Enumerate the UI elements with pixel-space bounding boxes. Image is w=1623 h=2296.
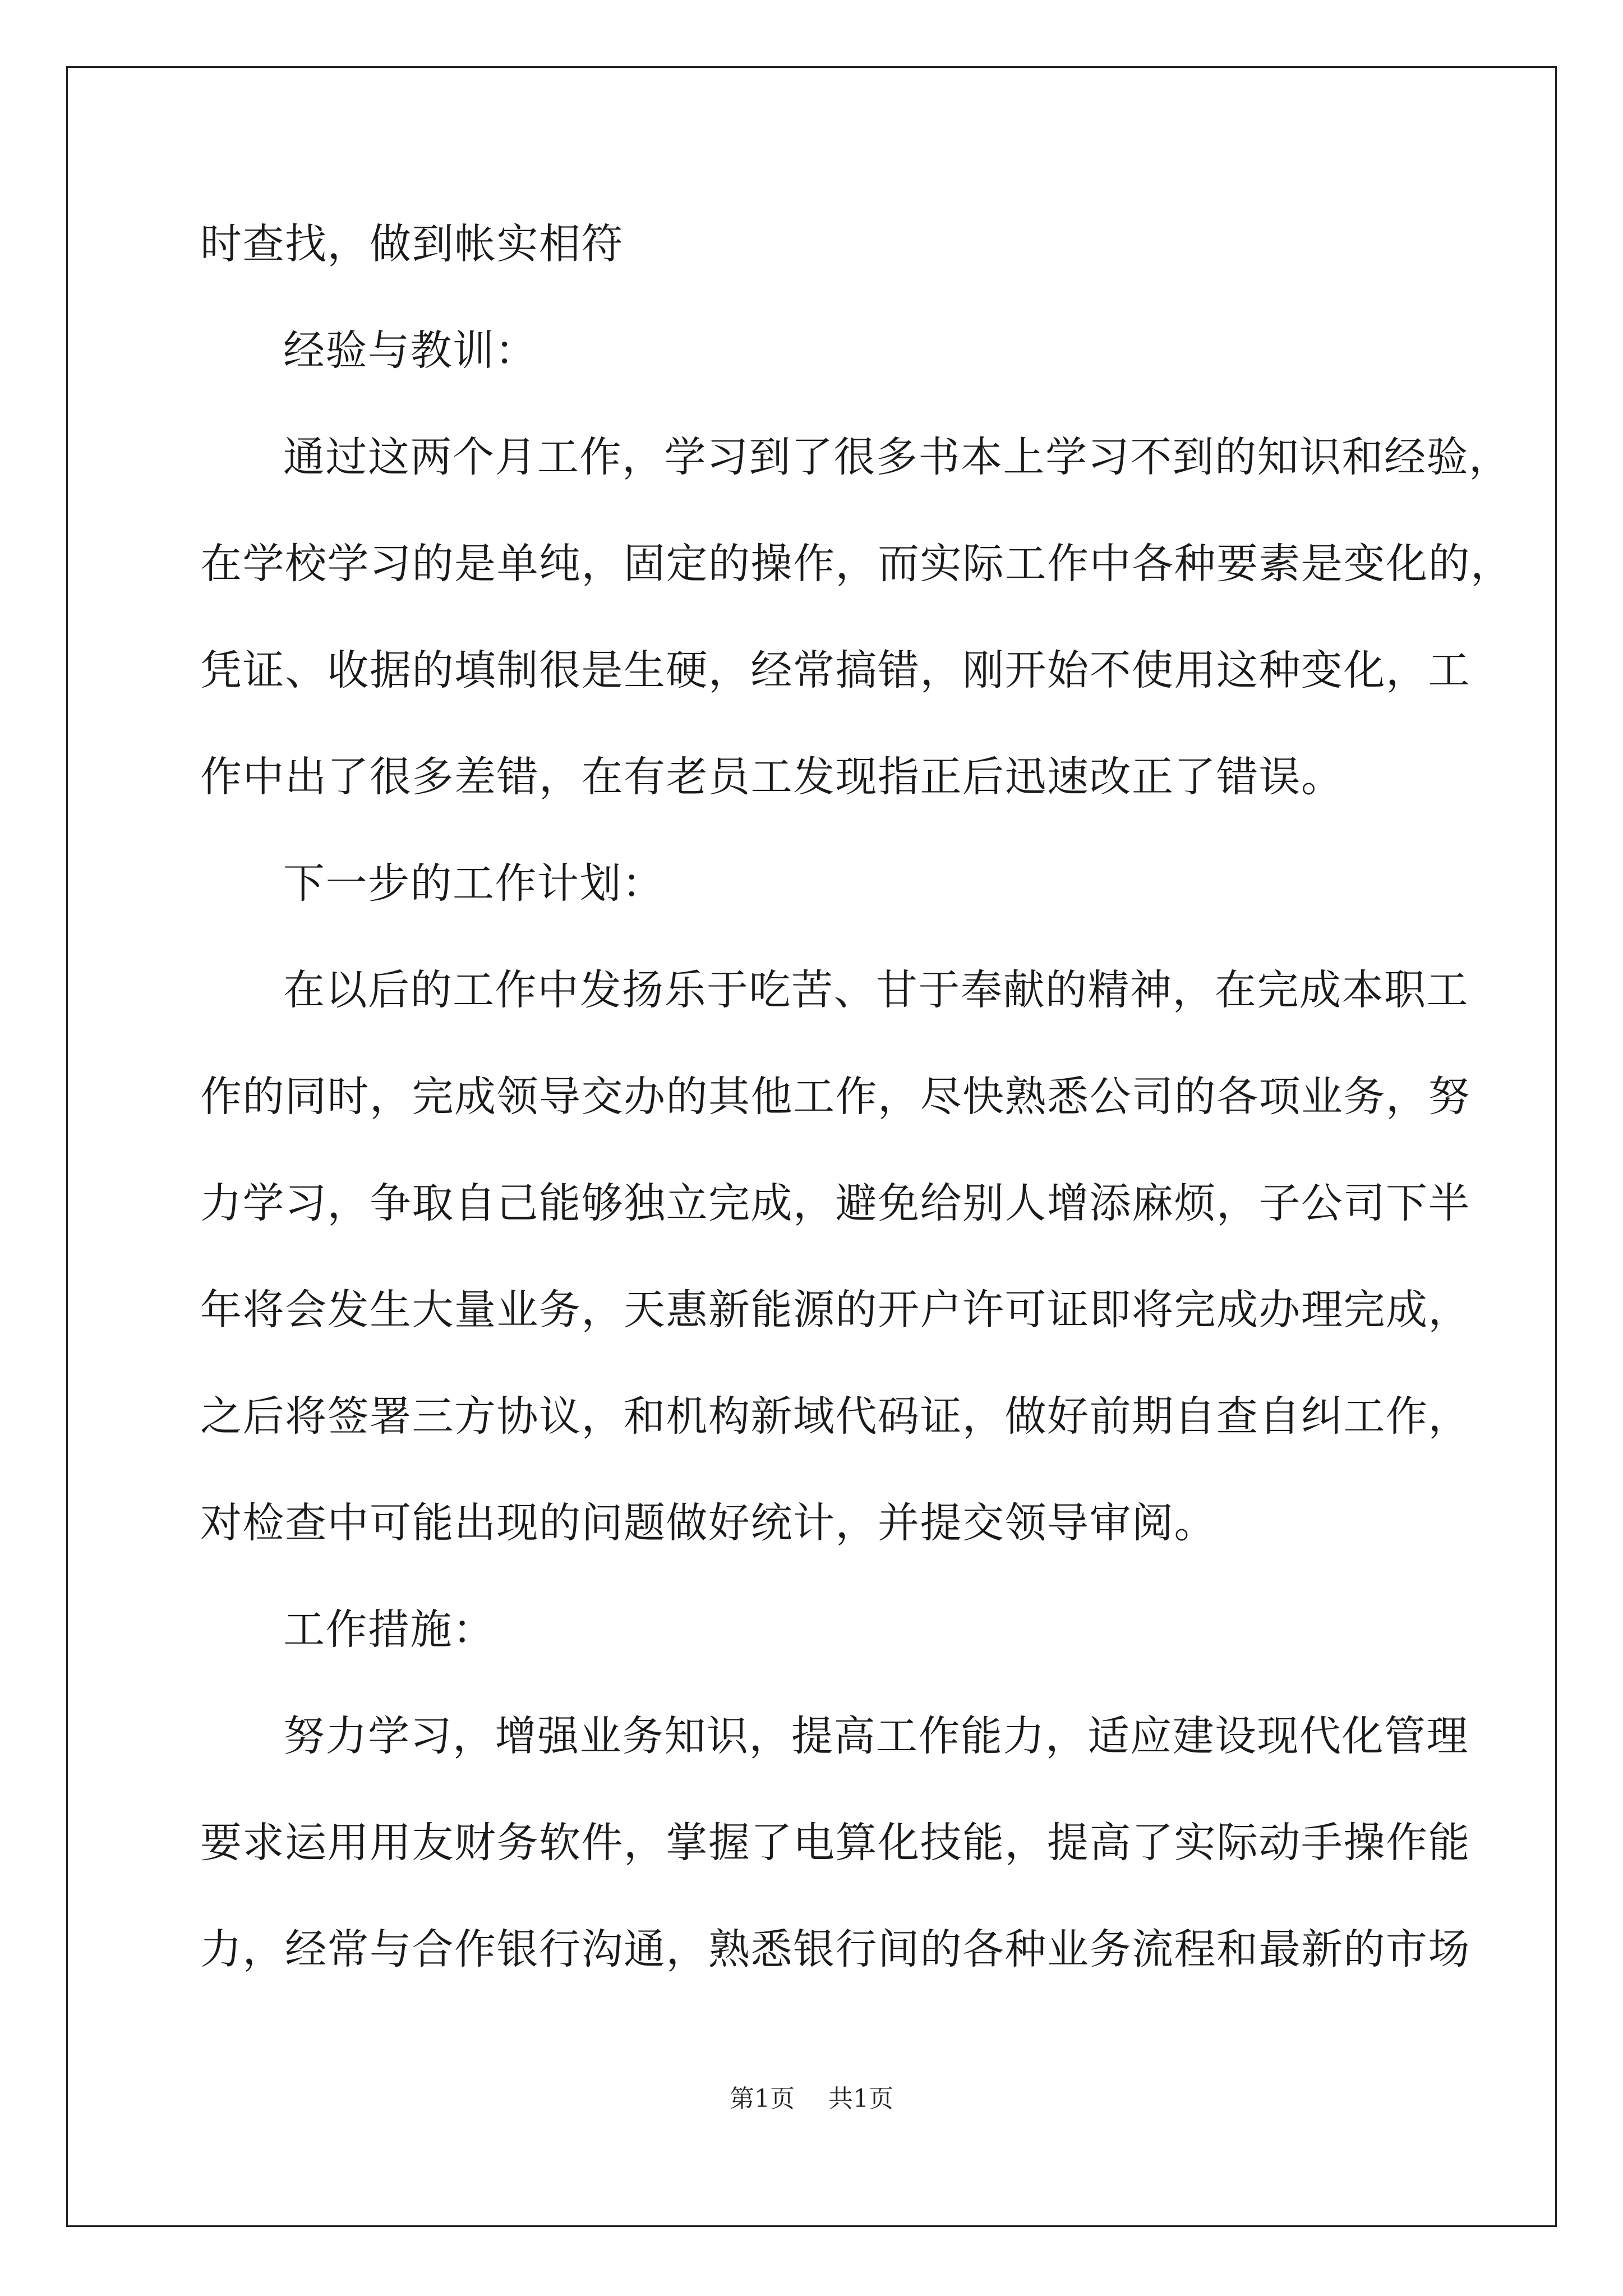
text-line: 力，经常与合作银行沟通，熟悉银行间的各种业务流程和最新的市场 — [200, 1925, 1470, 1973]
text-line: 年将会发生大量业务，天惠新能源的开户许可证即将完成办理完成， — [200, 1286, 1470, 1334]
page-footer — [0, 2082, 1623, 2116]
section-heading: 下一步的工作计划： — [283, 859, 665, 908]
page-number-current: 第1页 — [730, 2085, 795, 2113]
section-heading: 经验与教训： — [283, 326, 537, 375]
text-line: 作的同时，完成领导交办的其他工作，尽快熟悉公司的各项业务，努 — [200, 1073, 1470, 1121]
text-line: 之后将签署三方协议，和机构新域代码证，做好前期自查自纠工作， — [200, 1392, 1470, 1441]
text-line: 力学习，争取自己能够独立完成，避免给别人增添麻烦，子公司下半 — [200, 1179, 1470, 1227]
text-line: 在学校学习的是单纯，固定的操作，而实际工作中各种要素是变化的， — [200, 540, 1513, 588]
text-line: 通过这两个月工作，学习到了很多书本上学习不到的知识和经验， — [283, 433, 1511, 481]
text-line: 作中出了很多差错，在有老员工发现指正后迅速改正了错误。 — [200, 753, 1344, 801]
text-line: 在以后的工作中发扬乐于吃苦、甘于奉献的精神，在完成本职工 — [283, 966, 1469, 1014]
page-border — [66, 66, 1557, 2227]
text-line: 对检查中可能出现的问题做好统计，并提交领导审阅。 — [200, 1499, 1216, 1547]
section-heading: 工作措施： — [283, 1605, 495, 1654]
text-line: 努力学习，增强业务知识，提高工作能力，适应建设现代化管理 — [283, 1712, 1469, 1760]
text-line: 时查找，做到帐实相符 — [200, 220, 624, 268]
text-line: 要求运用用友财务软件，掌握了电算化技能，提高了实际动手操作能 — [200, 1819, 1470, 1867]
page-number-total: 共1页 — [828, 2085, 893, 2113]
text-line: 凭证、收据的填制很是生硬，经常搞错，刚开始不使用这种变化，工 — [200, 646, 1470, 694]
